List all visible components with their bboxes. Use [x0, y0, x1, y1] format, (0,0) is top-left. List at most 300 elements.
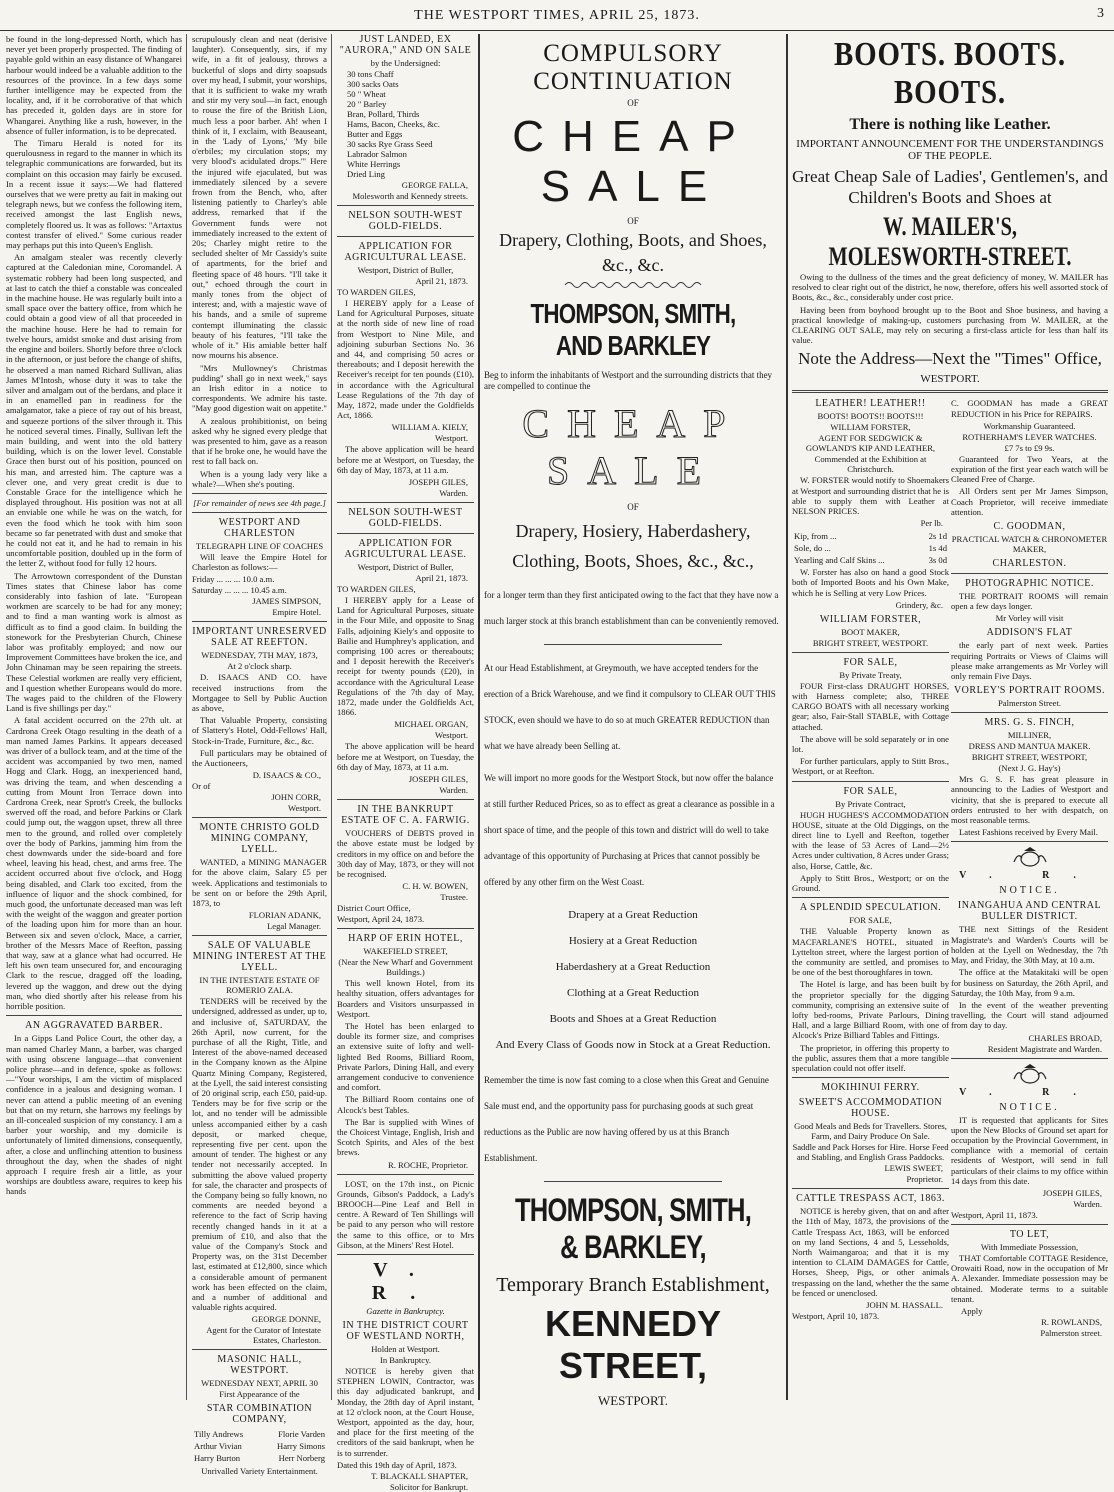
advert-body: W. FORSTER would notify to Shoemakers at Westport and surrounding district that he is able to supply them with Leather at NELSON PRICES. [792, 475, 949, 517]
advert-signature: R. ROWLANDS, [1041, 1316, 1102, 1327]
advert-body: Apply to Stitt Bros., Westport; or on the Ground. [792, 872, 949, 894]
reduction-item: And Every Class of Goods now in Stock at a Great Reduction. [495, 1039, 771, 1051]
advert-heading: HARP OF ERIN HOTEL, [348, 933, 463, 945]
advert-subheading: DRESS AND MANTUA MAKER. [968, 741, 1091, 752]
advert-heading: TO LET, [1009, 1228, 1050, 1240]
advert-body: The above application will be heard before me at Westport, on Tuesday, the 6th day of May, 1873, at 11 a.m. [337, 444, 474, 475]
royal-crest-icon [1010, 846, 1050, 868]
advert-body: NOTICE is hereby given, that on and after the 11th of May, 1873, the provisions of the Cattle Trespass Act, 1863, will be enforced on my land Sections, 4 and 5, Lesseholds, North Waimangaroa; and that it is my intention to CLAIM DAMAGES for Cattle, Horses, Sheep, Pigs, or other animals trespassing on the land, whether the the same be fenced or unenclosed. [792, 1206, 949, 1298]
divider [192, 621, 327, 622]
divider [792, 390, 1108, 393]
advert-subheading: By Private Contract, [835, 798, 906, 809]
advert-body: All Orders sent per Mr James Simpson, Coach Proprietor, will receive immediate attention. [951, 486, 1108, 517]
advert-heading: LEATHER! LEATHER!! [815, 398, 926, 410]
advert-footer: Unrivalled Variety Entertainment. [201, 1466, 318, 1477]
ferry-advert [792, 1082, 949, 1184]
advert-heading: FOR SALE, [843, 656, 898, 668]
advert-agent: AGENT FOR SEDGWICK & GOWLAND'S KIP AND LEATHER, [805, 433, 936, 454]
advert-body: LOST, on the 17th inst., on Picnic Grounds, Gibson's Paddock, a Lady's BROOCH—Pine Leaf and Bell in centre. A Reward of Ten Shillings will be paid to any person who will restore the same to this office, or to Mrs Gibson, at the Miners' Rest Hotel. [337, 1178, 474, 1250]
divider [951, 712, 1108, 713]
advert-body: the early part of next week. Parties requiring Portraits or Views of Claims will please make arrangements as Mr Vorley will only remain Five Days. [951, 640, 1108, 682]
divider [792, 652, 949, 653]
divider [6, 1015, 182, 1016]
article-paragraph: When is a young lady very like a whale?—When she's pouting. [192, 468, 327, 489]
divider [792, 897, 949, 898]
advert-of: OF [627, 216, 639, 226]
advert-signature: Solicitor for Bankrupt. [389, 1481, 468, 1492]
advert-body: W. Forster has also on hand a good Stock both of Imported Boots and his Own Make, which he is Selling at very Low Prices. [792, 567, 949, 598]
advert-signature: Trustee. [440, 892, 468, 903]
accommodation-house-advert [792, 786, 949, 894]
advert-name: WILLIAM FORSTER, [830, 422, 911, 433]
advert-subheading: First Appearance of the [219, 1389, 300, 1400]
photographic-advert [951, 578, 1108, 708]
lost-brooch-advert [337, 1179, 474, 1250]
masthead-title: THE WESTPORT TIMES, APRIL 25, 1873. [414, 8, 700, 23]
advert-body: for a longer term than they first anticipated owing to the fact that they have now a much larger stock at this branch establishment than can be conveniently removed. [484, 590, 779, 626]
advert-heading: NELSON SOUTH-WEST GOLD-FIELDS. [348, 507, 463, 530]
advert-signature: T. BLACKALL SHAPTER, [371, 1470, 468, 1481]
advert-signature: WILLIAM FORSTER, [819, 613, 922, 625]
advert-body: D. ISAACS AND CO. have received instructions from the Mortgagee to Sell by Public Auction as above, [192, 672, 327, 713]
advert-body: FOUR First-class DRAUGHT HORSES, with Harness complete; also, THREE CARGO BOATS with all necessary working gear; also, Fair-Stall STABLE, with Cottage attached. [792, 680, 949, 732]
advert-price: £7 7s to £9 9s. [1004, 442, 1055, 453]
advert-headline: BOOTS. BOOTS. BOOTS. [834, 36, 1066, 111]
list-item: White Herrings [347, 159, 401, 169]
advert-signature: Westport. [435, 433, 468, 444]
goodman-watch-advert [951, 398, 1108, 569]
advert-subheading: By Private Treaty, [839, 669, 902, 680]
advert-address: BRIGHT STREET, WESTPORT, [971, 752, 1088, 763]
advert-town: WESTPORT. [920, 373, 980, 386]
article-paragraph: "Mrs Mullowney's Christmas pudding" shall go in next week," says an Irish editor in a notice to correspondents. We admire his taste. "May good digestion wait on appetite." [192, 362, 327, 414]
advert-date: Westport, April 10, 1873. [792, 1310, 880, 1321]
advert-date: Westport, April 24, 1873. [337, 914, 425, 925]
advert-body: I HEREBY apply for a Lease of Land for Agricultural Purposes, situate at the north side of new line of road from Westport to Nine Mile, and adjoining suburban Sections No. 36 and 44, and comprising 50 acres or thereabouts; and I deposit herewith the Receiver's receipt for ten pounds (£10), in accordance with the Agricultural Lease Regulations of the 7th day of May, 1872, made under the Goldfields Act, 1866. [337, 298, 474, 421]
advert-body: Guaranteed for Two Years, at the expiration of the first year each watch will be Cleaned Free of Charge. [951, 453, 1108, 485]
divider [337, 205, 474, 206]
advert-body: The office at the Matakitaki will be open for business on Saturday, the 26th April, and Saturday, the 10th May, from 9 a.m. [951, 967, 1108, 998]
advert-place: Westport, District of Buller, [357, 265, 454, 275]
company-name: STAR COMBINATION COMPANY, [206, 1403, 313, 1426]
divider [792, 1077, 949, 1078]
advert-subheading: SWEET'S ACCOMMODATION HOUSE. [798, 1097, 943, 1120]
advert-body: Saddle and Pack Horses for Hire. Horse Feed and Stabling, and English Grass Paddocks. [792, 1142, 949, 1163]
divider [792, 781, 949, 782]
vr-crest: V. R. [959, 1086, 1100, 1098]
advert-signature: Warden. [1073, 1198, 1102, 1209]
list-item: 300 sacks Oats [347, 79, 399, 89]
advert-heading: IMPORTANT UNRESERVED SALE AT REEFTON. [192, 626, 327, 649]
list-item: Hams, Bacon, Cheeks, &c. [347, 119, 440, 129]
firm-name: THOMPSON, SMITH, AND BARKLEY [530, 298, 736, 361]
divider [337, 236, 474, 237]
advert-body: I HEREBY apply for a Lease of Land for Agricultural Purposes, situate in the Four Mile, and opposite to Snag Falls, adjoining Kiely's and opposite to Bailie and Humphrey's application, and comprising 100 acres or thereabouts; and I deposit herewith the Receiver's receipt for twenty pounds (£20), in accordance with the Agricultural Lease Regulations of the 7th day of May, 1872, made under the Goldfields Act, 1866. [337, 595, 474, 718]
advert-of: OF [627, 98, 639, 108]
news-notice: [For remainder of news see 4th page.] [193, 497, 326, 508]
advert-signature: Westport. [435, 730, 468, 741]
price-value: 3s 0d [928, 555, 947, 566]
advert-body: At our Head Establishment, at Greymouth, we have accepted tenders for the erection of a Brick Warehouse, and we find it compulsory to CLEAR OUT THIS STOCK, even should we have to do so at much GREATER REDUCTION than what we have already been Selling at. [484, 663, 776, 751]
horses-for-sale-advert [792, 657, 949, 777]
advert-time: At 2 o'clock sharp. [227, 661, 292, 672]
reduction-item: Hosiery at a Great Reduction [568, 935, 698, 947]
advert-signature: Westport. [288, 803, 321, 814]
small-adverts [792, 398, 1108, 1339]
advert-cheap-sale: CHEAP SALE [512, 112, 754, 211]
advert-shop-name: W. MAILER'S, MOLESWORTH-STREET. [828, 212, 1072, 271]
column-2 [188, 32, 331, 1477]
advert-heading: IN THE BANKRUPT ESTATE OF C. A. FARWIG. [341, 804, 470, 827]
advert-subheading: TELEGRAPH LINE OF COACHES [195, 540, 324, 551]
advert-signature: C. H. W. BOWEN, [402, 881, 468, 892]
advert-text: Apply [961, 1305, 983, 1316]
article-paragraph: A zealous prohibitionist, on being asked why he signed every pledge that was presented to him, gave as a reason that if he broke one, he would have the rest to fall back on. [192, 415, 327, 467]
thompson-smith-barkley-advert [480, 32, 786, 1408]
divider [337, 1174, 474, 1175]
tender-advert [192, 940, 327, 1345]
timetable-row: Friday ... ... ... 10.0 a.m. [192, 574, 275, 585]
price-item: Kip, from ... [794, 531, 837, 542]
divider [951, 1058, 1108, 1059]
advert-signature: BRIGHT STREET, WESTPORT. [812, 637, 929, 648]
small-adverts-left [792, 398, 949, 1322]
advert-goods: Drapery, Hosiery, Haberdashery, Clothing, Boots, Shoes, &c., &c., [512, 521, 754, 571]
performer: Harry Burton [194, 1453, 241, 1464]
advert-body: Good Meals and Beds for Travellers. Stores, Farm, and Dairy Produce On Sale. [794, 1121, 947, 1142]
advert-body: Having been from boyhood brought up to the Boot and Shoe business, and having a practical knowledge of making-up, customers purchasing from W. MAILER, at the CLEARING OUT SALE, may rely on securing a first-class article for less than half its value. [792, 304, 1108, 346]
reduction-item: Drapery at a Great Reduction [568, 909, 698, 921]
sale-advert [192, 626, 327, 813]
list-item: 20 " Barley [347, 99, 387, 109]
advert-signature: WILLIAM A. KIELY, [391, 422, 468, 433]
advert-heading: JUST LANDED, EX "AURORA," AND ON SALE [339, 34, 472, 56]
advert-signature: Palmerston street. [1040, 1327, 1102, 1338]
advert-signature: Agent for the Curator of Intestate Estates, Charleston. [206, 1325, 321, 1346]
gazette-title: Gazette in Bankruptcy. [366, 1305, 445, 1316]
advert-date: WEDNESDAY, 7TH MAY, 1873, [201, 650, 318, 661]
article-paragraph: A fatal accident occurred on the 27th ult. at Cardrona Creek Otago resulting in the death of a man named James Parkins. It appears deceased was driver of a bullock team, and at the time of the accident was accompanied by two men, named Hogg and Clark. Hogg, an inexperienced hand, was driving the team, and when descending a cutting from Mount Iron Terrace down into Cardrona Creek, near Sprott's Creek, the bullocks swerved off the road, and before Parkins or Clark could jump out, the waggon upset, threw all three men to the ground, and rolled over completely over the body of Parkins, jamming him from the chest downwards under the side-board and fore wheel, leaving his head, chest, and arms free. The accident occurred about five o'clock, and Hogg being disabled, and Clark too excited, from the influence of liquor and the shock combined, for much good, the unfortunate deceased man was left with the weight of the waggon and greater portion of the loading upon him for more than an hour. Between six and seven o'clock, Mace, a carrier, brother of the Messrs Mace of Reefton, passing that way, saw at a glance what had occurred. He left his own team unsecured for, and encouraging Clark to the rescue, dragged off the loading, levered up the waggon, and drew out the dying man, who died shortly after his release from his horrible position. [6, 715, 182, 1012]
divider [192, 512, 327, 513]
advert-subheading: INANGAHUA AND CENTRAL BULLER DISTRICT. [957, 900, 1102, 923]
advert-body: We will import no more goods for the Westport Stock, but now offer the balance at still further Reduced Prices, so as to effect as great a clearance as possible in a short space of time, and the people of this town and district will do well to take advantage of this opportunity of Purchasing at Prices that cannot possibly be offered by any other firm on the West Coast. [484, 773, 775, 887]
advert-signature: MICHAEL ORGAN, [394, 719, 468, 730]
divider [792, 1188, 949, 1189]
divider [337, 1254, 474, 1255]
divider [951, 841, 1108, 842]
advert-body: Latest Fashions received by Every Mail. [959, 827, 1098, 838]
advert-body: NOTICE is hereby given that STEPHEN LOWIN, Contractor, was this day adjudicated bankrupt, and Monday, the 28th day of April instant, at 12 o'clock noon, at the Court House, Westport, appointed as the day, hour, and place for the first meeting of the creditors of the said bankrupt, when he is to surrender. [337, 1365, 474, 1458]
divider [337, 502, 474, 503]
article-paragraph: be found in the long-depressed North, which has never yet been properly prospected. The finding of payable gold within an easy distance of Whangarei harbour would indeed be a valuable addition to the resources of the province. In a few days some further intelligence may be expected from the locality, and, if it be corroborative of that which has preceded it, golden days are in store for Whangarei. Anything like a rush, however, in the absence of fuller information, is to be deprecated. [6, 34, 182, 136]
advert-body: That Valuable Property, consisting of Slattery's Hotel, Odd-Fellows' Hall, Stock-in-Trade, Furniture, &c., &c. [192, 715, 327, 746]
produce-advert [337, 34, 474, 201]
advert-cheap-sale: CHEAP SALE [522, 401, 744, 493]
column-1 [2, 32, 186, 1400]
advert-body: Owing to the dullness of the times and the great deficiency of money, W. MAILER has resolved to clear right out of the district, he now, therefore, offers his well assorted stock of Boots, &c., &c., considerably under cost price. [792, 272, 1108, 303]
court-notice [951, 846, 1108, 1053]
advert-street: KENNEDY STREET, [544, 1303, 722, 1386]
mailer-boots-advert [792, 36, 1108, 385]
to-let-advert [951, 1229, 1108, 1338]
advert-subheading: BOOTS! BOOTS!! BOOTS!!! [817, 411, 924, 422]
advert-signature: JOSEPH GILES, [1042, 1187, 1102, 1198]
advert-subheading: Holden at Westport. [371, 1343, 440, 1354]
cattle-trespass-advert [792, 1193, 949, 1321]
advert-subheading: With Immediate Possession, [980, 1241, 1079, 1252]
advert-heading: MRS. G. S. FINCH, [984, 717, 1075, 729]
advert-signature: Proprietor. [906, 1174, 943, 1185]
advert-subheading: by the Undersigned: [370, 58, 441, 68]
advert-of: OF [627, 502, 639, 512]
performer: Harry Simons [277, 1441, 325, 1452]
advert-sale: Great Cheap Sale of Ladies', Gentlemen's, and Children's Boots and Shoes at [792, 167, 1108, 207]
list-item: Labrador Salmon [347, 149, 407, 159]
advert-address: (Next J. G. Hay's) [998, 763, 1061, 774]
advert-heading: NOTICE. [999, 885, 1060, 897]
advert-place: Westport, District of Buller, [357, 562, 454, 573]
advert-signature: JOSEPH GILES, [408, 477, 468, 488]
produce-list [337, 69, 474, 179]
advert-body: The above application will be heard before me at Westport, on Tuesday, the 6th day of May, 1873, at 11 a.m. [337, 741, 474, 772]
advert-body: THAT Comfortable COTTAGE Residence, Orowaiti Road, now in the occupation of Mr A. Alexander. Immediate possession may be obtained. Moderate terms to a suitable tenant. [951, 1252, 1108, 1304]
advert-body: HUGH HUGHES'S ACCOMMODATION HOUSE, situate at the Old Diggings, on the direct line to Lyell and Reefton, together with the lease of 53 Acres of Land—2½ Acres under cultivation, 8 Acres under Grass; also, Horse, Cattle, &c. [792, 809, 949, 871]
advert-text: Grindery, &c. [895, 599, 943, 610]
advert-date: WEDNESDAY NEXT, APRIL 30 [201, 1378, 318, 1389]
divider [544, 644, 722, 645]
advert-body: Will leave the Empire Hotel for Charleston as follows:— [192, 551, 327, 573]
advert-body: THE PORTRAIT ROOMS will remain open a few days longer. [951, 591, 1108, 612]
advert-heading: IN THE DISTRICT COURT OF WESTLAND NORTH, [342, 1319, 469, 1342]
advert-body: Mrs G. S. F. has great pleasure in announcing to the Ladies of Westport and vicinity, that she is prepared to execute all orders entrusted to her with despatch, on most reasonable terms. [951, 774, 1108, 826]
advert-establishment: Temporary Branch Establishment, [496, 1274, 770, 1296]
advert-heading: NELSON SOUTH-WEST GOLD-FIELDS. [348, 210, 463, 232]
advert-signature: Empire Hotel. [272, 607, 321, 618]
advert-signature: CHARLES BROAD, [1028, 1032, 1102, 1043]
advert-subheading: APPLICATION FOR AGRICULTURAL LEASE. [344, 538, 467, 561]
advert-heading: WESTPORT AND CHARLESTON [218, 516, 301, 539]
lease-application-advert [337, 210, 474, 498]
advert-heading: ROTHERHAM'S LEVER WATCHES. [962, 431, 1097, 442]
reduction-item: Boots and Shoes at a Great Reduction [549, 1013, 717, 1025]
advert-signature: Warden. [439, 785, 468, 796]
advert-body: The Hotel is large, and has been built by the proprietor specially for the digging community, comprising an extensive suite of lofty bed-rooms, Private Parlours, Dining Hall, and a large Billiard Room, with one of Alcock's Prize Billiard Tables and Fittings. [792, 979, 949, 1041]
advert-town: WESTPORT. [597, 1393, 669, 1408]
advert-signature: PRACTICAL WATCH & CHRONOMETER MAKER, [951, 534, 1108, 555]
performer: Herr Norberg [278, 1453, 325, 1464]
advert-place: District Court Office, [337, 903, 411, 914]
advert-signature: D. ISAACS & CO., [252, 770, 321, 781]
performer: Florie Varden [278, 1429, 325, 1440]
small-adverts-right [951, 398, 1108, 1339]
advert-body: IT is requested that applicants for Sites upon the New Blocks of Ground set apart for occupation by the Provincial Government, in compliance with a memorial of certain residents of Westport, will send in full particulars of their claims to my office within 14 days from this date. [951, 1114, 1108, 1186]
coach-advert [192, 517, 327, 617]
advert-heading: CATTLE TRESPASS ACT, 1863. [796, 1193, 945, 1205]
list-item: 30 tons Chaff [347, 69, 394, 79]
hotel-advert [337, 933, 474, 1169]
advert-signature: JOSEPH GILES, [408, 774, 468, 785]
advert-signature: R. ROCHE, Proprietor. [388, 1159, 468, 1170]
advert-body: Beg to inform the inhabitants of Westport and the surrounding districts that they are compelled to continue the [484, 370, 773, 391]
performer: Arthur Vivian [194, 1441, 242, 1452]
advert-announcement: IMPORTANT ANNOUNCEMENT FOR THE UNDERSTANDINGS OF THE PEOPLE. [796, 138, 1104, 162]
page-number: 3 [1097, 6, 1104, 21]
advert-signature: JOHN CORR, [271, 792, 321, 803]
advert-body: VOUCHERS of DEBTS proved in the above estate must be lodged by creditors in my office on and before the 30th day of May, 1873, or they will not be recognised. [337, 828, 474, 879]
advert-heading: A SPLENDID SPECULATION. [799, 902, 942, 914]
advert-body: The proprietor, in offering this property to the public, assures them that a more tangible speculation could not offer itself. [792, 1042, 949, 1073]
list-item: Bran, Pollard, Thirds [347, 109, 420, 119]
divider [337, 799, 474, 800]
advert-body: In the event of the weather preventing travelling, the Court will stand adjourned from day to day. [951, 999, 1108, 1031]
advert-date: Westport, April 11, 1873. [951, 1209, 1038, 1220]
milliner-advert [951, 717, 1108, 837]
advert-body: The Bar is supplied with Wines of the Choicest Vintage, English, Irish and Scotch Spirits, and Ales of the best brews. [337, 1116, 474, 1158]
divider [192, 935, 327, 936]
advert-signature: Warden. [439, 488, 468, 499]
advert-subheading: WAKEFIELD STREET, [363, 946, 448, 957]
advert-heading: MASONIC HALL, WESTPORT. [217, 1354, 302, 1377]
advert-body: THE Valuable Property known as MACFARLANE'S HOTEL, situated in Lyttelton street, where the largest portion of the community are settled, and promises to be one of the best thoroughfares in town. [792, 926, 949, 978]
advert-subheading: APPLICATION FOR AGRICULTURAL LEASE. [344, 241, 467, 263]
advert-subheading: IN THE INTESTATE ESTATE OF ROMERIO ZALA. [199, 975, 320, 996]
masthead [0, 0, 1114, 31]
lease-application-advert [337, 507, 474, 795]
advert-signature: LEWIS SWEET, [884, 1163, 943, 1174]
performer-list [192, 1427, 327, 1465]
advert-text: Or of [192, 781, 211, 792]
advert-subheading: (Near the New Wharf and Government Buildings.) [338, 957, 473, 978]
article-paragraph: The Arrowtown correspondent of the Dunstan Times states that Chinese labor has come considerably into fashion of late. "European workmen are scarcely to be had for any money; and to find a man wanting work is almost as difficult as to find a good claim. In building the stonework for the Presbyterian Church, Chinese labor was profitably employed; and now our Improvement Committees have broken the ice, and John Chinaman may be seen repairing the streets. These Celestial workmen are really very efficient, and I question whether Europeans would do more. The wages paid to the children of the Flowery Land is five shillings per day." [6, 570, 182, 714]
list-item: 50 " Wheat [347, 89, 386, 99]
reduction-item: Haberdashery at a Great Reduction [555, 961, 711, 973]
bankruptcy-notice [337, 1259, 474, 1492]
advert-signature: Resident Magistrate and Warden. [987, 1043, 1102, 1054]
advert-signature: CHARLESTON. [992, 558, 1067, 570]
list-item: Dried Ling [347, 169, 385, 179]
price-item: Sole, do ... [794, 543, 831, 554]
advert-heading: MONTE CHRISTO GOLD MINING COMPANY, LYELL. [199, 822, 320, 856]
vr-crest: V. R. [371, 1258, 440, 1304]
advert-heading: NOTICE. [999, 1101, 1060, 1113]
advert-commendation: Commended at the Exhibition at Christchurch. [814, 454, 927, 475]
advert-subheading: In Bankruptcy. [380, 1354, 431, 1365]
masonic-hall-advert [192, 1354, 327, 1476]
advert-signature: JAMES SIMPSON, [252, 596, 321, 607]
advert-signature: FLORIAN ADANK, [248, 910, 321, 921]
advert-heading: SALE OF VALUABLE MINING INTEREST AT THE LYELL. [192, 940, 327, 974]
advert-signature: GEORGE DONNE, [251, 1314, 321, 1325]
advert-headline: COMPULSORY CONTINUATION [533, 40, 733, 95]
divider [544, 1181, 722, 1182]
advert-signature: Molesworth and Kennedy streets. [352, 191, 468, 201]
advert-address: Note the Address—Next the "Times" Office, [798, 349, 1102, 369]
divider [337, 533, 474, 534]
speculation-advert [792, 902, 949, 1073]
performer: Tilly Andrews [194, 1429, 244, 1440]
advert-addressee: TO WARDEN GILES, [337, 287, 416, 297]
divider [337, 928, 474, 929]
advert-etc: &c., &c. [602, 255, 664, 275]
list-item: 30 sacks Rye Grass Seed [347, 139, 433, 149]
advert-signature: VORLEY'S PORTRAIT ROOMS. [953, 685, 1106, 697]
mining-advert [192, 822, 327, 931]
advert-signature: Legal Manager. [267, 921, 321, 932]
article-paragraph: scrupulously clean and neat (derisive laughter). Consequently, sirs, if my wife, in a fit of jealousy, throws a bucketful of slops and dirty soapsuds over my head, I submit, your worships, that it is sufficient to wake my wrath and stir my very soul—in fact, enough to rouse the fire of the British Lion, much less a poor barber. Ah! when I think of it, I exclaim, with Beauseant, in the 'Lady of Lyons,' 'My bile o'erbiles; my circulation stops; my very blood's acidulated drops.'" Here the injured wife ejaculated, but was immediately silenced by a severe frown from the Bench, who, after listening patiently to Charley's able address, remarked that if the Government funds were not immediately increased to the extent of 20s; Charley might retire to the secluded shelter of Mr Cassidy's suite of apartments, for the brief and fleeting space of 48 hours. "I'll take it out," echoed through the court in manly tones from the object of interest; and, with a majestic wave of his hands, and a smile of supreme contempt illuminating the classic beauty of his features, "I'll take the whole of it." His amiable better half now mourns his absence. [192, 34, 327, 361]
sites-notice [951, 1063, 1108, 1220]
royal-crest-icon [1010, 1063, 1050, 1085]
price-value: 1s 4d [928, 543, 947, 554]
advert-body: WANTED, a MINING MANAGER for the above claim, Salary £5 per week. Applications and testimonials to be sent on or before the 29th April, 1873, to [192, 857, 327, 908]
wavy-rule [485, 280, 781, 290]
price-item: Yearling and Calf Skins ... [794, 555, 885, 566]
advert-signature: C. GOODMAN, [993, 521, 1066, 533]
article-paragraph: An amalgam stealer was recently cleverly captured at the Caledonian mine, Coromandel. A systematic robbery had been long suspected, and at last to catch the thief a constable was concealed in the machine house. He was regularly built into a small space over the battery office, from which he could obtain a good view of all that proceeded in the machine house. Here he had to remain for twelve hours, amidst smoke and dust arising from the engine and boilers. Shortly before three o'clock in the afternoon, or just before the change of shifts, he observed a man named Richard Sullivan, alias James M'Intosh, whose duty it was to take the silver and amalgam out of the berdans, and place it in an enamelled pan in readiness for the amalgamator, take a piece of ray out of his breast, and squeeze portions of the silver through it. This he noticed several times. Finally, Sullivan left the main building, and went into the old battery building, which is on the lower level. Constable Grace then burst out of his position, pounced on his man, and arrested him. The capture was a clever one, and very great credit is due to Constable Grace for the intelligence which he displayed throughout. His position was not at all an enviable one while he was on the watch, for even the food which he took with him soon became so far penetrated with dust and smoke that he could not eat it, and he had to remain in his uncomfortable position, doubled up in the form of the letter Z, without food for fully 12 hours. [6, 252, 182, 569]
advert-body: This well known Hotel, from its healthy situation, offers advantages for Boarders and Visitors unsurpassed in Westport. [337, 978, 474, 1019]
divider [951, 573, 1108, 574]
divider [951, 1224, 1108, 1225]
vr-crest: V. R. [959, 870, 1100, 882]
article-paragraph: In a Gipps Land Police Court, the other day, a man named Charley Mann, a barber, was charged with using obscene language—that convenient police phrase—and in defence, spoke as follows:—"Your worships, I am the victim of misplaced confidence in a jealous and designing woman. I never can attend a public meeting of an evening but that on my return, she harrows my feelings by an ill-concealed suspicion of my constancy. I am a barber your worship, and my domicile is unfortunately of limited dimensions, consequently, after, a close and unflinching attention to business throughout the day, when the shades of night approach I require fresh air a little, as your worships are doubtless aware, requires to keep his hands [6, 1033, 182, 1197]
price-value: 2s 1d [928, 531, 947, 542]
list-item: Butter and Eggs [347, 129, 403, 139]
advert-body: The above will be sold separately or in one lot. [792, 733, 949, 755]
bankrupt-estate-advert [337, 804, 474, 924]
advert-body: THE next Sittings of the Resident Magistrate's and Warden's Courts will be holden at the Lyell on Wednesday, the 7th May, and Friday, the 30th May, at 10 a.m. [951, 924, 1108, 966]
column-5 [788, 32, 1112, 1400]
advert-signature: JOHN M. HASSALL. [866, 1299, 943, 1310]
article-heading: AN AGGRAVATED BARBER. [25, 1020, 163, 1032]
price-table [792, 529, 949, 567]
firm-name: THOMPSON, SMITH, & BARKLEY, [514, 1192, 752, 1265]
advert-body: Full particulars may be obtained of the Auctioneers, [192, 747, 327, 768]
advert-body: Remember the time is now fast coming to a close when this Great and Genuine Sale must end, and the opportunity pass for purchasing goods at such great reductions as the Public are now having offered by us at this Branch Establishment. [484, 1075, 769, 1163]
advert-date: April 21, 1873. [415, 276, 468, 286]
column-rule [331, 34, 332, 1400]
advert-body: The Billiard Room contains one of Alcock's best Tables. [337, 1094, 474, 1115]
advert-heading: PHOTOGRAPHIC NOTICE. [965, 578, 1094, 590]
advert-date: April 21, 1873. [415, 573, 468, 584]
advert-subheading: MILLINER, [1007, 730, 1052, 741]
advert-goods: Drapery, Clothing, Boots, and Shoes, [499, 230, 767, 250]
reduction-item: Clothing at a Great Reduction [567, 987, 699, 999]
column-rule [186, 34, 187, 1400]
advert-heading: MOKIHINUI FERRY. [821, 1082, 920, 1094]
column-3 [333, 32, 478, 1492]
advert-tagline: There is nothing like Leather. [849, 116, 1051, 133]
leather-advert [792, 398, 949, 647]
divider [192, 817, 327, 818]
price-unit: Per lb. [920, 518, 943, 529]
advert-body: TENDERS will be received by the undersigned, addressed as under, up to, and inclusive of, SATURDAY, the 26th April, now current, for the purchase of all the Right, Title, and Interest of the above-named deceased in the Company known as the Alpine Quartz Mining Company, Registered, at the Lyell, the said interest consisting of 20 original scrip, each £50, paid-up. Tenders may be for five scrip or the lot, and no tender will be admissible unless accompanied either by a cash deposit, or marked cheque, representing five per cent. upon the amount of tender. The highest or any tender not necessarily accepted. In submitting the above valued property for sale, the character and prospects of the Company being so fully known, no comments are needed beyond a reference to the fact of Scrip having recently changed hands in it at a premium of £10, and also that the value of the Company's Stock and Property was, on the 31st December last, estimated at £12,800, since which a considerable amount of permanent work has been effected on the claim, and a number of additional and valuable rights acquired. [192, 996, 327, 1313]
advert-place: ADDISON'S FLAT [986, 627, 1073, 639]
advert-date: Dated this 19th day of April, 1873. [337, 1459, 457, 1470]
advert-body: The Hotel has been enlarged to double its former size, and comprises an extensive suite of lofty and well-lighted Bed Rooms, Billiard Room, Private Parlors, Dining Hall, and every arrangement conducive to convenience and comfort. [337, 1020, 474, 1093]
advert-body: For further particulars, apply to Stitt Bros., Westport, or at Reefton. [792, 756, 949, 777]
divider [192, 493, 327, 494]
advert-subheading: FOR SALE, [849, 915, 892, 926]
advert-signature: Palmerston Street. [997, 698, 1061, 709]
advert-body: Mr Vorley will visit [995, 613, 1064, 624]
divider [192, 1349, 327, 1350]
timetable-row: Saturday ... ... ... 10.45 a.m. [192, 585, 287, 596]
advert-signature: GEORGE FALLA, [401, 180, 468, 190]
advert-body: C. GOODMAN has made a GREAT REDUCTION in his Price for REPAIRS. [951, 398, 1108, 419]
advert-signature: BOOT MAKER, [841, 626, 900, 637]
advert-addressee: TO WARDEN GILES, [337, 584, 416, 595]
article-paragraph: The Timaru Herald is noted for its querulousness in regard to the manner in which its telegraphic communications are forwarded, but its complaint on this occasion may fairly be excused. In a recent issue it says:—We had flattered ourselves that we were pretty au fait in making out telegraph news, but we confess the following item, received amongst the last English news, completely floored us. It was as follows: "Artaxtus contest transfer of elived." Some curious reader may perhaps put this into Queen's English. [6, 138, 182, 251]
advert-heading: FOR SALE, [843, 785, 898, 797]
